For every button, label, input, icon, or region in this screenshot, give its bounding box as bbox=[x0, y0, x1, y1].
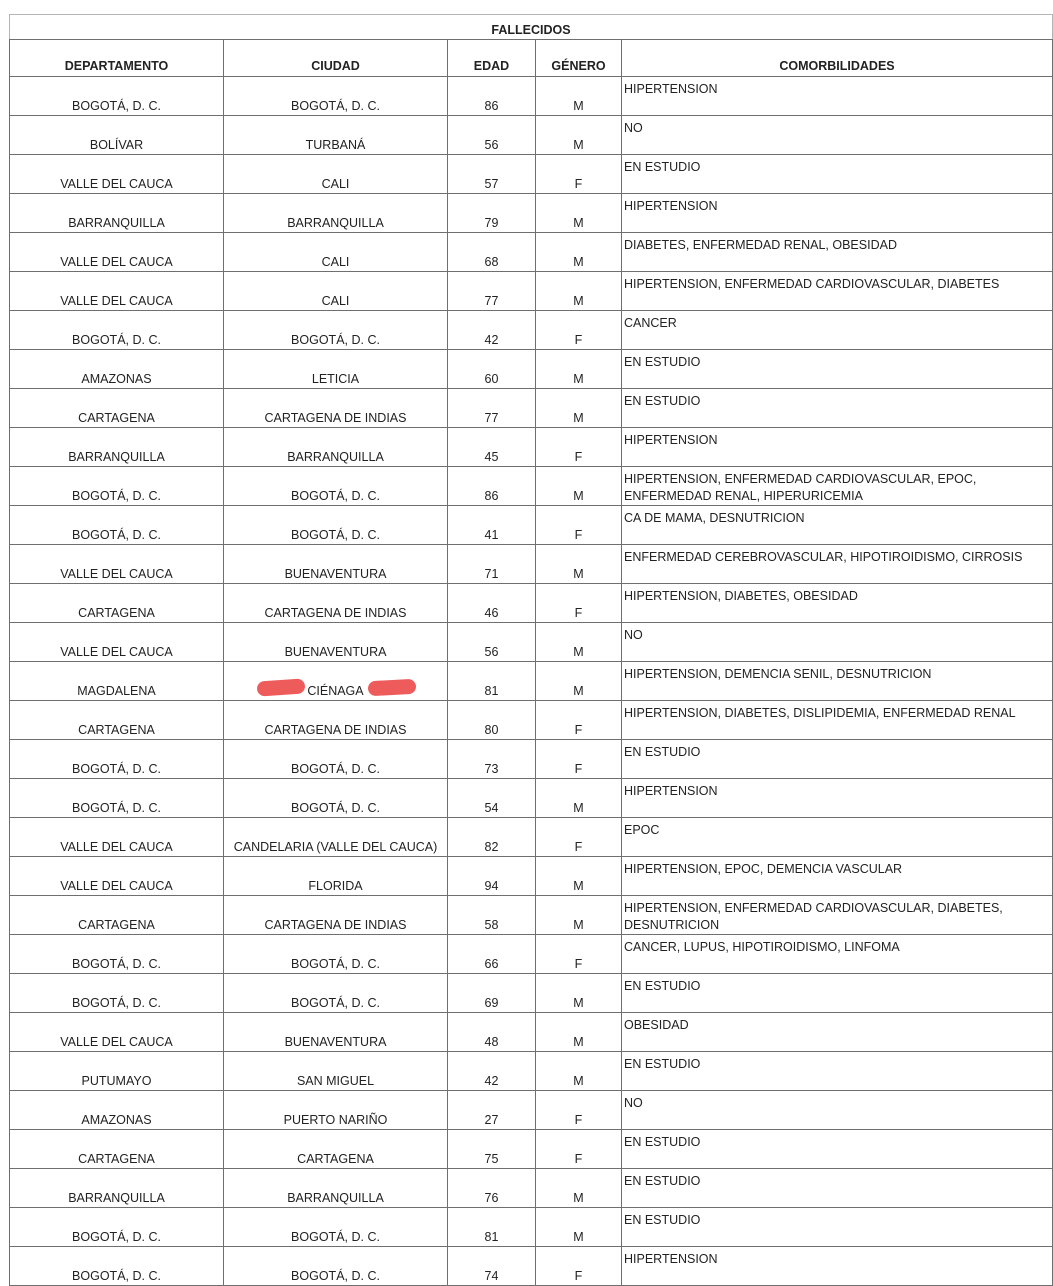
cell-genero: F bbox=[536, 701, 622, 740]
cell-departamento: BOGOTÁ, D. C. bbox=[10, 1247, 224, 1286]
cell-departamento: MAGDALENA bbox=[10, 662, 224, 701]
cell-departamento: VALLE DEL CAUCA bbox=[10, 1013, 224, 1052]
cell-ciudad: CARTAGENA bbox=[224, 1130, 448, 1169]
cell-comorbilidades: HIPERTENSION, DEMENCIA SENIL, DESNUTRICION bbox=[622, 662, 1053, 701]
cell-comorbilidades: HIPERTENSION, ENFERMEDAD CARDIOVASCULAR, EPOC, ENFERMEDAD RENAL, HIPERURICEMIA bbox=[622, 467, 1053, 506]
cell-edad: 81 bbox=[448, 1208, 536, 1247]
column-header-departamento: DEPARTAMENTO bbox=[10, 40, 224, 77]
cell-genero: M bbox=[536, 857, 622, 896]
cell-edad: 82 bbox=[448, 818, 536, 857]
table-body bbox=[10, 77, 1053, 1286]
cell-departamento: VALLE DEL CAUCA bbox=[10, 857, 224, 896]
table-row bbox=[10, 350, 1053, 389]
cell-edad: 94 bbox=[448, 857, 536, 896]
cell-comorbilidades: EN ESTUDIO bbox=[622, 740, 1053, 779]
cell-edad: 27 bbox=[448, 1091, 536, 1130]
cell-ciudad: SAN MIGUEL bbox=[224, 1052, 448, 1091]
table-row bbox=[10, 1091, 1053, 1130]
table-row bbox=[10, 1013, 1053, 1052]
cell-comorbilidades: HIPERTENSION, ENFERMEDAD CARDIOVASCULAR, DIABETES bbox=[622, 272, 1053, 311]
cell-edad: 60 bbox=[448, 350, 536, 389]
column-header-comorbilidades: COMORBILIDADES bbox=[622, 40, 1053, 77]
cell-ciudad: CANDELARIA (VALLE DEL CAUCA) bbox=[224, 818, 448, 857]
cell-genero: M bbox=[536, 1052, 622, 1091]
cell-edad: 56 bbox=[448, 116, 536, 155]
cell-departamento: CARTAGENA bbox=[10, 389, 224, 428]
cell-ciudad: BOGOTÁ, D. C. bbox=[224, 779, 448, 818]
table-row bbox=[10, 272, 1053, 311]
cell-ciudad: CALI bbox=[224, 155, 448, 194]
cell-genero: M bbox=[536, 1169, 622, 1208]
cell-departamento: CARTAGENA bbox=[10, 701, 224, 740]
cell-ciudad: BOGOTÁ, D. C. bbox=[224, 506, 448, 545]
table-title: FALLECIDOS bbox=[10, 15, 1053, 40]
cell-ciudad: BARRANQUILLA bbox=[224, 428, 448, 467]
cell-comorbilidades: HIPERTENSION bbox=[622, 779, 1053, 818]
cell-edad: 54 bbox=[448, 779, 536, 818]
cell-ciudad: TURBANÁ bbox=[224, 116, 448, 155]
cell-genero: F bbox=[536, 155, 622, 194]
table-row bbox=[10, 779, 1053, 818]
cell-edad: 69 bbox=[448, 974, 536, 1013]
cell-edad: 48 bbox=[448, 1013, 536, 1052]
cell-ciudad: BARRANQUILLA bbox=[224, 194, 448, 233]
cell-genero: M bbox=[536, 896, 622, 935]
cell-genero: M bbox=[536, 194, 622, 233]
cell-comorbilidades: HIPERTENSION bbox=[622, 77, 1053, 116]
cell-comorbilidades: EN ESTUDIO bbox=[622, 1169, 1053, 1208]
table-row bbox=[10, 311, 1053, 350]
cell-departamento: PUTUMAYO bbox=[10, 1052, 224, 1091]
deaths-table bbox=[9, 14, 1053, 1286]
redaction-mark bbox=[367, 679, 416, 696]
cell-comorbilidades: HIPERTENSION bbox=[622, 1247, 1053, 1286]
cell-edad: 45 bbox=[448, 428, 536, 467]
table-row bbox=[10, 662, 1053, 701]
table-header-row bbox=[10, 40, 1053, 77]
cell-ciudad: CALI bbox=[224, 272, 448, 311]
cell-ciudad: BOGOTÁ, D. C. bbox=[224, 1247, 448, 1286]
cell-ciudad: BUENAVENTURA bbox=[224, 545, 448, 584]
cell-comorbilidades: EN ESTUDIO bbox=[622, 350, 1053, 389]
city-label: CIÉNAGA bbox=[307, 684, 364, 698]
cell-ciudad: BOGOTÁ, D. C. bbox=[224, 935, 448, 974]
cell-genero: F bbox=[536, 1247, 622, 1286]
cell-comorbilidades: EN ESTUDIO bbox=[622, 155, 1053, 194]
cell-departamento: CARTAGENA bbox=[10, 584, 224, 623]
cell-edad: 68 bbox=[448, 233, 536, 272]
cell-genero: M bbox=[536, 272, 622, 311]
cell-edad: 81 bbox=[448, 662, 536, 701]
table-row bbox=[10, 584, 1053, 623]
cell-comorbilidades: ENFERMEDAD CEREBROVASCULAR, HIPOTIROIDISMO, CIRROSIS bbox=[622, 545, 1053, 584]
cell-departamento: BOGOTÁ, D. C. bbox=[10, 506, 224, 545]
cell-edad: 41 bbox=[448, 506, 536, 545]
cell-genero: M bbox=[536, 389, 622, 428]
cell-comorbilidades: CANCER, LUPUS, HIPOTIROIDISMO, LINFOMA bbox=[622, 935, 1053, 974]
cell-edad: 86 bbox=[448, 467, 536, 506]
table-row bbox=[10, 506, 1053, 545]
cell-departamento: VALLE DEL CAUCA bbox=[10, 818, 224, 857]
cell-departamento: BOGOTÁ, D. C. bbox=[10, 311, 224, 350]
cell-edad: 75 bbox=[448, 1130, 536, 1169]
cell-edad: 77 bbox=[448, 389, 536, 428]
cell-departamento: BARRANQUILLA bbox=[10, 194, 224, 233]
cell-comorbilidades: HIPERTENSION bbox=[622, 428, 1053, 467]
cell-edad: 66 bbox=[448, 935, 536, 974]
cell-genero: M bbox=[536, 350, 622, 389]
cell-edad: 86 bbox=[448, 77, 536, 116]
cell-genero: M bbox=[536, 1013, 622, 1052]
cell-comorbilidades: CA DE MAMA, DESNUTRICION bbox=[622, 506, 1053, 545]
cell-genero: M bbox=[536, 545, 622, 584]
cell-comorbilidades: OBESIDAD bbox=[622, 1013, 1053, 1052]
cell-edad: 77 bbox=[448, 272, 536, 311]
cell-comorbilidades: CANCER bbox=[622, 311, 1053, 350]
cell-departamento: VALLE DEL CAUCA bbox=[10, 233, 224, 272]
cell-edad: 71 bbox=[448, 545, 536, 584]
cell-departamento: BOGOTÁ, D. C. bbox=[10, 779, 224, 818]
cell-departamento: BOGOTÁ, D. C. bbox=[10, 974, 224, 1013]
cell-genero: M bbox=[536, 467, 622, 506]
cell-comorbilidades: DIABETES, ENFERMEDAD RENAL, OBESIDAD bbox=[622, 233, 1053, 272]
cell-genero: F bbox=[536, 818, 622, 857]
cell-genero: F bbox=[536, 506, 622, 545]
cell-edad: 80 bbox=[448, 701, 536, 740]
cell-ciudad: CARTAGENA DE INDIAS bbox=[224, 584, 448, 623]
table-row bbox=[10, 896, 1053, 935]
cell-genero: M bbox=[536, 1208, 622, 1247]
cell-genero: F bbox=[536, 311, 622, 350]
cell-comorbilidades: EN ESTUDIO bbox=[622, 1130, 1053, 1169]
cell-edad: 73 bbox=[448, 740, 536, 779]
cell-comorbilidades: EN ESTUDIO bbox=[622, 1052, 1053, 1091]
table-row bbox=[10, 389, 1053, 428]
cell-departamento: BOGOTÁ, D. C. bbox=[10, 467, 224, 506]
cell-comorbilidades: NO bbox=[622, 1091, 1053, 1130]
cell-comorbilidades: EPOC bbox=[622, 818, 1053, 857]
cell-departamento: BOGOTÁ, D. C. bbox=[10, 1208, 224, 1247]
cell-edad: 58 bbox=[448, 896, 536, 935]
cell-comorbilidades: HIPERTENSION, DIABETES, OBESIDAD bbox=[622, 584, 1053, 623]
table-row bbox=[10, 77, 1053, 116]
cell-ciudad: BOGOTÁ, D. C. bbox=[224, 974, 448, 1013]
cell-comorbilidades: HIPERTENSION bbox=[622, 194, 1053, 233]
cell-ciudad: BUENAVENTURA bbox=[224, 1013, 448, 1052]
cell-ciudad: FLORIDA bbox=[224, 857, 448, 896]
table-row bbox=[10, 935, 1053, 974]
cell-departamento: BOGOTÁ, D. C. bbox=[10, 77, 224, 116]
cell-departamento: CARTAGENA bbox=[10, 896, 224, 935]
table-row bbox=[10, 1130, 1053, 1169]
deaths-sheet bbox=[9, 14, 1052, 1286]
cell-comorbilidades: EN ESTUDIO bbox=[622, 1208, 1053, 1247]
cell-ciudad: CALI bbox=[224, 233, 448, 272]
cell-departamento: BOLÍVAR bbox=[10, 116, 224, 155]
cell-genero: F bbox=[536, 935, 622, 974]
table-row bbox=[10, 1208, 1053, 1247]
cell-departamento: VALLE DEL CAUCA bbox=[10, 623, 224, 662]
cell-comorbilidades: HIPERTENSION, DIABETES, DISLIPIDEMIA, ENFERMEDAD RENAL bbox=[622, 701, 1053, 740]
column-header-ciudad: CIUDAD bbox=[224, 40, 448, 77]
cell-edad: 56 bbox=[448, 623, 536, 662]
table-row bbox=[10, 428, 1053, 467]
cell-edad: 46 bbox=[448, 584, 536, 623]
cell-edad: 42 bbox=[448, 311, 536, 350]
cell-genero: F bbox=[536, 584, 622, 623]
table-row bbox=[10, 1052, 1053, 1091]
cell-genero: F bbox=[536, 1091, 622, 1130]
cell-edad: 79 bbox=[448, 194, 536, 233]
cell-comorbilidades: EN ESTUDIO bbox=[622, 389, 1053, 428]
table-row bbox=[10, 545, 1053, 584]
cell-departamento: VALLE DEL CAUCA bbox=[10, 272, 224, 311]
cell-comorbilidades: EN ESTUDIO bbox=[622, 974, 1053, 1013]
cell-departamento: VALLE DEL CAUCA bbox=[10, 545, 224, 584]
cell-departamento: AMAZONAS bbox=[10, 1091, 224, 1130]
cell-edad: 57 bbox=[448, 155, 536, 194]
table-row bbox=[10, 467, 1053, 506]
table-row bbox=[10, 194, 1053, 233]
cell-edad: 74 bbox=[448, 1247, 536, 1286]
table-row bbox=[10, 116, 1053, 155]
cell-ciudad: LETICIA bbox=[224, 350, 448, 389]
cell-departamento: BARRANQUILLA bbox=[10, 1169, 224, 1208]
cell-ciudad: BARRANQUILLA bbox=[224, 1169, 448, 1208]
table-row bbox=[10, 155, 1053, 194]
cell-genero: M bbox=[536, 77, 622, 116]
cell-ciudad: CARTAGENA DE INDIAS bbox=[224, 389, 448, 428]
column-header-genero: GÉNERO bbox=[536, 40, 622, 77]
table-row bbox=[10, 623, 1053, 662]
cell-genero: F bbox=[536, 1130, 622, 1169]
cell-comorbilidades: HIPERTENSION, EPOC, DEMENCIA VASCULAR bbox=[622, 857, 1053, 896]
cell-comorbilidades: NO bbox=[622, 623, 1053, 662]
cell-ciudad: BOGOTÁ, D. C. bbox=[224, 1208, 448, 1247]
cell-genero: F bbox=[536, 740, 622, 779]
cell-ciudad: PUERTO NARIÑO bbox=[224, 1091, 448, 1130]
redaction-mark bbox=[257, 678, 306, 696]
cell-ciudad bbox=[224, 662, 448, 701]
cell-ciudad: BOGOTÁ, D. C. bbox=[224, 77, 448, 116]
cell-genero: F bbox=[536, 428, 622, 467]
cell-ciudad: CARTAGENA DE INDIAS bbox=[224, 701, 448, 740]
cell-genero: M bbox=[536, 233, 622, 272]
cell-genero: M bbox=[536, 623, 622, 662]
cell-departamento: CARTAGENA bbox=[10, 1130, 224, 1169]
column-header-edad: EDAD bbox=[448, 40, 536, 77]
redacted-city bbox=[307, 684, 363, 698]
table-row bbox=[10, 1169, 1053, 1208]
cell-comorbilidades: NO bbox=[622, 116, 1053, 155]
table-row bbox=[10, 857, 1053, 896]
table-row bbox=[10, 1247, 1053, 1286]
cell-edad: 76 bbox=[448, 1169, 536, 1208]
cell-ciudad: CARTAGENA DE INDIAS bbox=[224, 896, 448, 935]
cell-ciudad: BUENAVENTURA bbox=[224, 623, 448, 662]
cell-comorbilidades: HIPERTENSION, ENFERMEDAD CARDIOVASCULAR, DIABETES, DESNUTRICION bbox=[622, 896, 1053, 935]
cell-genero: M bbox=[536, 662, 622, 701]
cell-departamento: BOGOTÁ, D. C. bbox=[10, 935, 224, 974]
table-row bbox=[10, 974, 1053, 1013]
cell-departamento: VALLE DEL CAUCA bbox=[10, 155, 224, 194]
table-row bbox=[10, 233, 1053, 272]
cell-edad: 42 bbox=[448, 1052, 536, 1091]
table-row bbox=[10, 701, 1053, 740]
cell-genero: M bbox=[536, 116, 622, 155]
cell-ciudad: BOGOTÁ, D. C. bbox=[224, 467, 448, 506]
table-row bbox=[10, 818, 1053, 857]
table-title-row bbox=[10, 15, 1053, 40]
table-row bbox=[10, 740, 1053, 779]
cell-ciudad: BOGOTÁ, D. C. bbox=[224, 740, 448, 779]
cell-departamento: AMAZONAS bbox=[10, 350, 224, 389]
cell-genero: M bbox=[536, 779, 622, 818]
cell-genero: M bbox=[536, 974, 622, 1013]
cell-departamento: BOGOTÁ, D. C. bbox=[10, 740, 224, 779]
cell-ciudad: BOGOTÁ, D. C. bbox=[224, 311, 448, 350]
cell-departamento: BARRANQUILLA bbox=[10, 428, 224, 467]
